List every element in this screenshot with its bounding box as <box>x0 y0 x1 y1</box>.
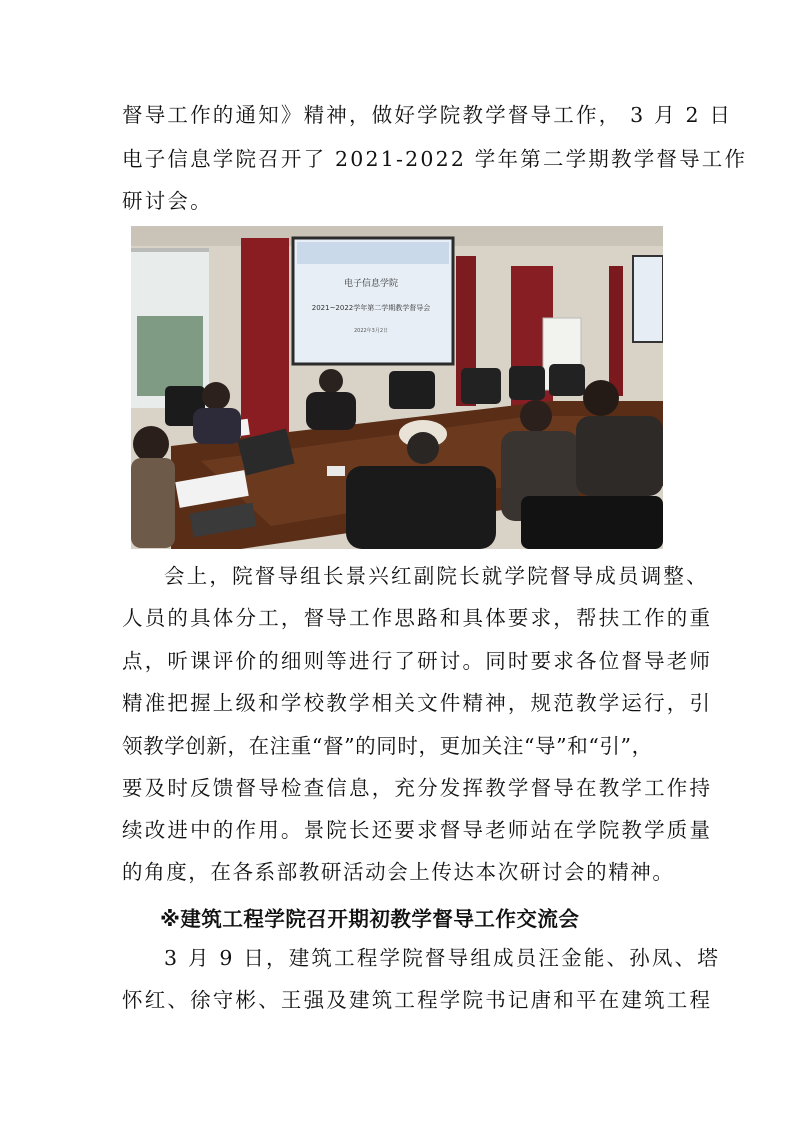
paragraph-line: 电子信息学院召开了 2021-2022 学年第二学期教学督导工作 <box>122 147 748 171</box>
screen-subtitle: 2021~2022学年第二学期教学督导会 <box>311 304 431 312</box>
paragraph-line: 续改进中的作用。景院长还要求督导老师站在学院教学质量 <box>122 818 713 842</box>
paragraph-line: 精准把握上级和学校教学相关文件精神，规范教学运行，引 <box>122 691 713 715</box>
paragraph-line: 会上，院督导组长景兴红副院长就学院督导成员调整、 <box>164 564 709 588</box>
screen-title: 电子信息学院 <box>343 279 399 289</box>
paragraph-line: 怀红、徐守彬、王强及建筑工程学院书记唐和平在建筑工程 <box>122 988 713 1012</box>
meeting-photo <box>131 226 663 549</box>
paragraph-line: 要及时反馈督导检查信息，充分发挥教学督导在教学工作持 <box>122 776 713 800</box>
paragraph-line: 点，听课评价的细则等进行了研讨。同时要求各位督导老师 <box>122 649 713 673</box>
paragraph-line: 督导工作的通知》精神，做好学院教学督导工作， 3 月 2 日 <box>122 103 733 127</box>
screen-date: 2022年3月2日 <box>353 328 389 334</box>
section-heading: ※建筑工程学院召开期初教学督导工作交流会 <box>160 907 580 931</box>
paragraph-line: 研讨会。 <box>122 189 213 213</box>
paragraph-line: 领教学创新，在注重“督”的同时，更加关注“导”和“引”， <box>122 734 653 758</box>
paragraph-line: 的角度，在各系部教研活动会上传达本次研讨会的精神。 <box>122 860 675 884</box>
paragraph-line: 3 月 9 日，建筑工程学院督导组成员汪金能、孙凤、塔 <box>164 946 721 970</box>
paragraph-line: 人员的具体分工，督导工作思路和具体要求，帮扶工作的重 <box>122 606 713 630</box>
